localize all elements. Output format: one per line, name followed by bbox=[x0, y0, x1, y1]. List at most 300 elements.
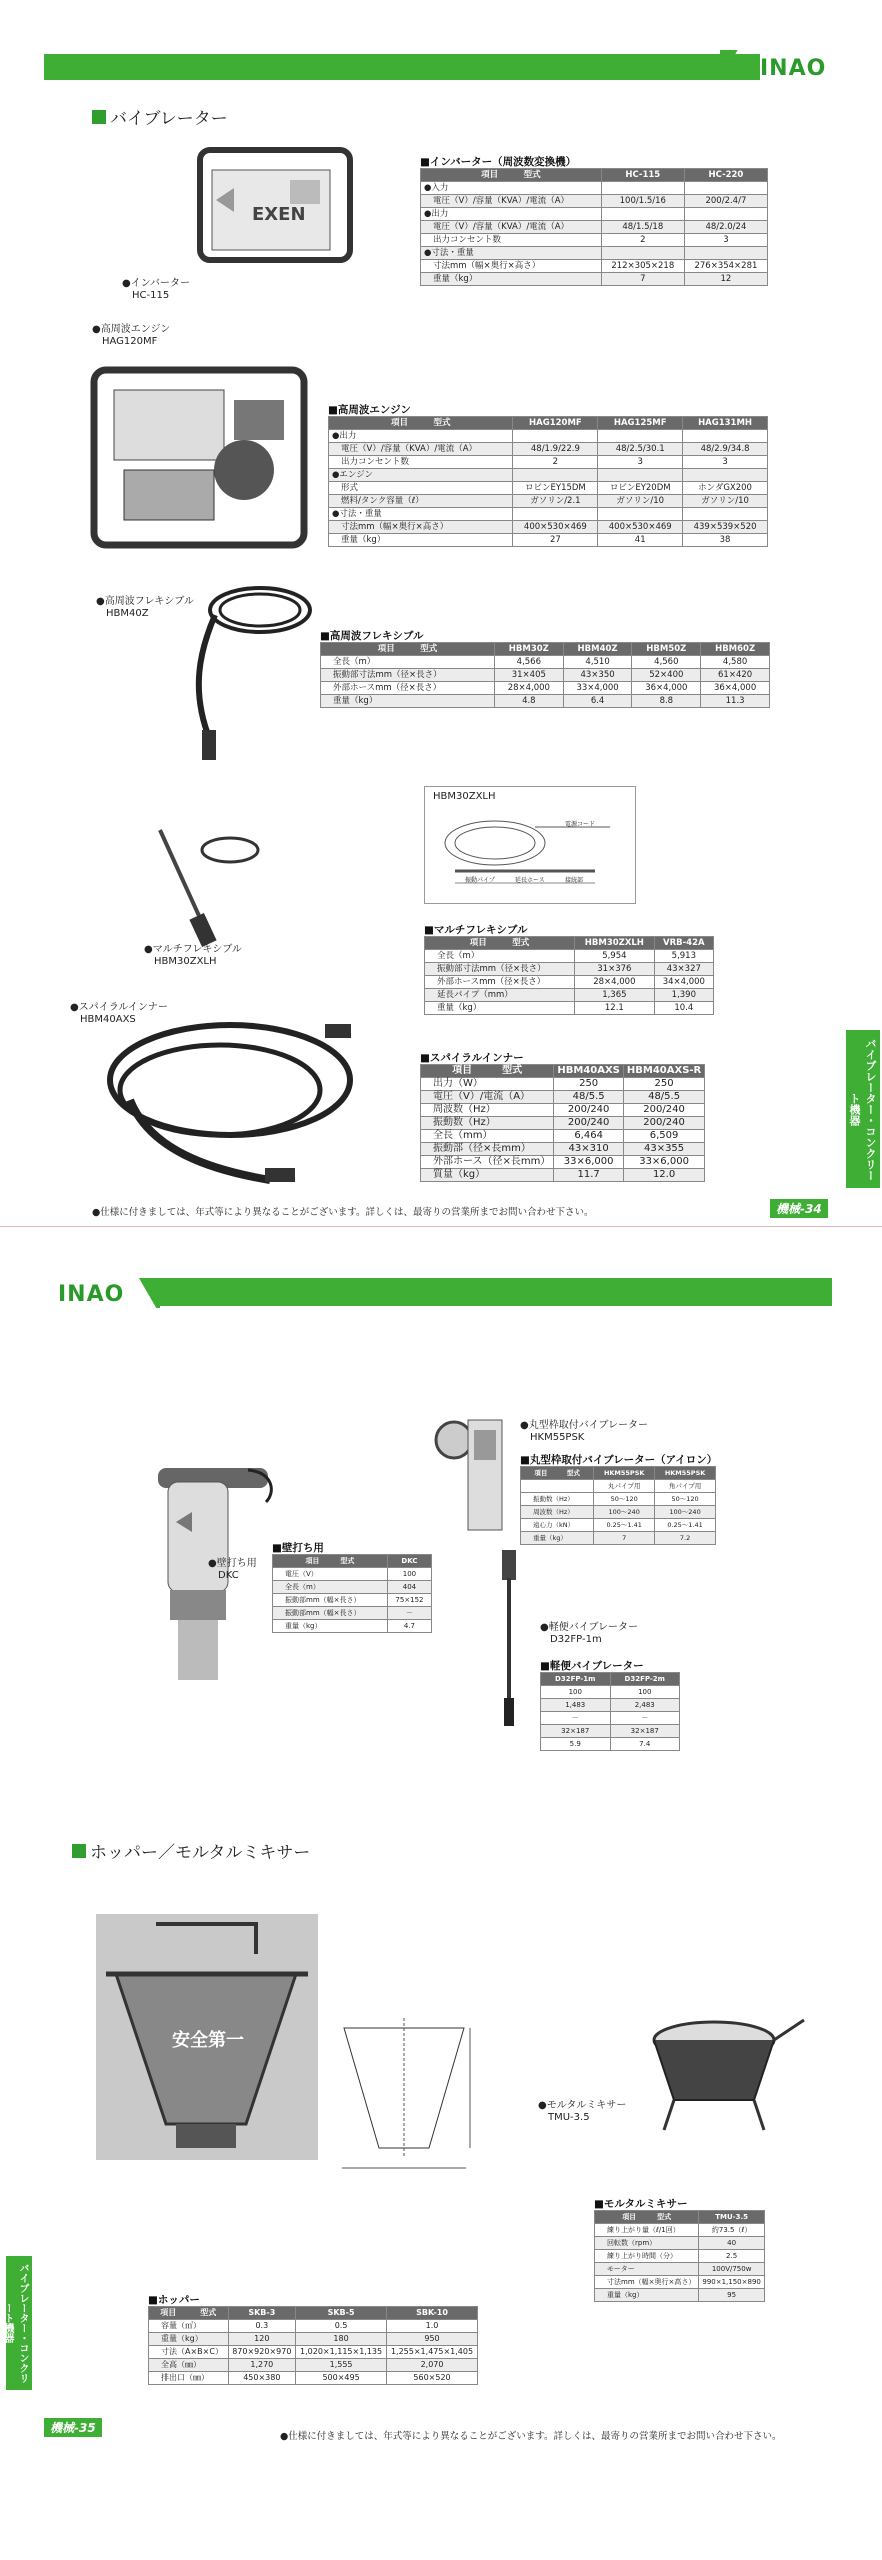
table-row bbox=[149, 2320, 478, 2333]
table-cell: 2.5 bbox=[699, 2250, 765, 2263]
hopper-photo bbox=[96, 1914, 318, 2160]
table-cell: 電圧（V）/電流（A） bbox=[421, 1091, 554, 1104]
table-cell: 400×530×469 bbox=[598, 521, 683, 534]
table-header-cell: SKB-5 bbox=[296, 2307, 387, 2320]
table-cell: 出力（W） bbox=[421, 1078, 554, 1091]
inverter-table bbox=[420, 168, 768, 286]
table-row bbox=[421, 1169, 705, 1182]
light-table bbox=[540, 1672, 680, 1751]
table-cell: モーター bbox=[595, 2263, 699, 2276]
table-cell: 36×4,000 bbox=[632, 682, 701, 695]
table-row bbox=[421, 234, 768, 247]
table-header-cell: 項目 型式 bbox=[521, 1467, 594, 1480]
flexible-caption-model: HBM40Z bbox=[106, 608, 149, 619]
header-bar bbox=[44, 54, 760, 80]
table-cell bbox=[683, 469, 768, 482]
table-cell: ロビンEY15DM bbox=[513, 482, 598, 495]
table-cell: 振動数（Hz） bbox=[521, 1493, 594, 1506]
table-row bbox=[273, 1620, 432, 1633]
table-cell: 1,483 bbox=[541, 1699, 611, 1712]
table-header-cell: HBM30Z bbox=[494, 643, 563, 656]
table-cell: 404 bbox=[387, 1581, 431, 1594]
table-header-cell: HAG125MF bbox=[598, 417, 683, 430]
table-cell: － bbox=[610, 1712, 680, 1725]
flexible-table bbox=[320, 642, 770, 708]
table-row bbox=[273, 1581, 432, 1594]
table-cell: 12.1 bbox=[575, 1002, 655, 1015]
table-row bbox=[321, 669, 770, 682]
table-cell: － bbox=[541, 1712, 611, 1725]
table-cell: ●寸法・重量 bbox=[421, 247, 602, 260]
table-row bbox=[421, 247, 768, 260]
table-header-row bbox=[421, 169, 768, 182]
flexible-caption-title: ●高周波フレキシブル bbox=[96, 596, 194, 607]
table-cell: 6,464 bbox=[554, 1130, 624, 1143]
table-cell: 燃料/タンク容量（ℓ） bbox=[329, 495, 513, 508]
table-row bbox=[149, 2333, 478, 2346]
hopper-table bbox=[148, 2306, 478, 2385]
table-row bbox=[421, 1117, 705, 1130]
multi-table-title: ■マルチフレキシブル bbox=[424, 924, 528, 936]
multi-table bbox=[424, 936, 714, 1015]
diagram-label: 電源コード bbox=[565, 821, 596, 828]
table-cell: 95 bbox=[699, 2289, 765, 2302]
hopper-table-title: ■ホッパー bbox=[148, 2294, 200, 2306]
table-row bbox=[421, 260, 768, 273]
spiral-caption-model: HBM40AXS bbox=[80, 1014, 136, 1025]
flexible-caption bbox=[96, 596, 194, 620]
spiral-photo bbox=[70, 1000, 370, 1200]
table-cell: 43×327 bbox=[654, 963, 713, 976]
table-cell: 7.2 bbox=[655, 1532, 716, 1545]
table-cell: 8.8 bbox=[632, 695, 701, 708]
table-cell: 6.4 bbox=[563, 695, 632, 708]
table-cell: 48/2.5/30.1 bbox=[598, 443, 683, 456]
table-cell: 振動部寸法mm（径×長さ） bbox=[321, 669, 495, 682]
table-header-cell: 項目 型式 bbox=[421, 1065, 554, 1078]
table-cell: 重量（kg） bbox=[521, 1532, 594, 1545]
table-row bbox=[421, 195, 768, 208]
table-cell bbox=[683, 430, 768, 443]
table-cell: 延長パイプ（mm） bbox=[425, 989, 575, 1002]
mixer-table bbox=[594, 2210, 765, 2302]
hopper-diagram bbox=[334, 2008, 474, 2178]
diagram-drawing bbox=[425, 787, 635, 903]
svg-text:EXEN: EXEN bbox=[252, 204, 306, 225]
table-cell: 120 bbox=[228, 2333, 296, 2346]
table-row bbox=[329, 534, 768, 547]
table-cell: 950 bbox=[387, 2333, 478, 2346]
table-cell: 200/240 bbox=[623, 1117, 704, 1130]
table-row bbox=[149, 2372, 478, 2385]
table-cell: 周波数（Hz） bbox=[421, 1104, 554, 1117]
table-row bbox=[329, 521, 768, 534]
table-cell: 27 bbox=[513, 534, 598, 547]
table-header-row bbox=[421, 1065, 705, 1078]
table-cell: 33×6,000 bbox=[623, 1156, 704, 1169]
table-header-cell: SBK-10 bbox=[387, 2307, 478, 2320]
table-cell: 4,580 bbox=[701, 656, 770, 669]
table-cell: 2 bbox=[513, 456, 598, 469]
multi-caption bbox=[144, 944, 242, 968]
table-header-row bbox=[541, 1673, 680, 1686]
multi-caption-title: ●マルチフレキシブル bbox=[144, 944, 242, 955]
footnote-page34: ●仕様に付きましては、年式等により異なることがございます。詳しくは、最寄りの営業所までお問い合わせ下さい。 bbox=[92, 1207, 594, 1218]
table-header-cell: HBM40AXS-R bbox=[623, 1065, 704, 1078]
table-row bbox=[273, 1568, 432, 1581]
table-row bbox=[421, 1104, 705, 1117]
table-cell: 276×354×281 bbox=[684, 260, 767, 273]
table-cell bbox=[513, 430, 598, 443]
table-cell: 振動部mm（幅×長さ） bbox=[273, 1594, 388, 1607]
table-cell: 1,255×1,475×1,405 bbox=[387, 2346, 478, 2359]
table-cell: 11.3 bbox=[701, 695, 770, 708]
table-cell: 48/5.5 bbox=[623, 1091, 704, 1104]
table-header-cell: 項目 型式 bbox=[273, 1555, 388, 1568]
table-cell: 回転数（rpm） bbox=[595, 2237, 699, 2250]
table-cell: 5,913 bbox=[654, 950, 713, 963]
table-cell: 練り上がり時間（分） bbox=[595, 2250, 699, 2263]
table-cell bbox=[598, 469, 683, 482]
footnote-page35: ●仕様に付きましては、年式等により異なることがございます。詳しくは、最寄りの営業所までお問い合わせ下さい。 bbox=[280, 2431, 782, 2442]
table-cell: 33×6,000 bbox=[554, 1156, 624, 1169]
table-cell: 0.25～1.41 bbox=[655, 1519, 716, 1532]
engine-photo bbox=[84, 350, 320, 560]
section-square-icon bbox=[72, 1844, 86, 1858]
table-cell: 1,365 bbox=[575, 989, 655, 1002]
iron-table bbox=[520, 1466, 716, 1545]
inverter-caption-model: HC-115 bbox=[132, 290, 170, 301]
table-cell: 1,555 bbox=[296, 2359, 387, 2372]
light-caption-title: ●軽便バイブレーター bbox=[540, 1622, 639, 1633]
table-cell: 容量（㎥） bbox=[149, 2320, 229, 2333]
section-square-icon bbox=[92, 110, 106, 124]
table-cell: 0.5 bbox=[296, 2320, 387, 2333]
table-cell: ロビンEY20DM bbox=[598, 482, 683, 495]
table-header-cell: HBM60Z bbox=[701, 643, 770, 656]
table-cell bbox=[521, 1480, 594, 1493]
table-cell: 32×187 bbox=[610, 1725, 680, 1738]
table-cell: 1,020×1,115×1,135 bbox=[296, 2346, 387, 2359]
table-cell: 100/1.5/16 bbox=[601, 195, 684, 208]
iron-caption-model: HKM55PSK bbox=[530, 1432, 585, 1443]
table-cell: 400×530×469 bbox=[513, 521, 598, 534]
table-row bbox=[421, 1091, 705, 1104]
mixer-caption-title: ●モルタルミキサー bbox=[538, 2100, 627, 2111]
table-cell: 200/240 bbox=[623, 1104, 704, 1117]
table-cell: 5.9 bbox=[541, 1738, 611, 1751]
table-row bbox=[425, 989, 714, 1002]
table-row bbox=[149, 2359, 478, 2372]
iron-caption-title: ●丸型枠取付バイブレーター bbox=[520, 1420, 649, 1431]
table-cell: 3 bbox=[684, 234, 767, 247]
table-cell: 4,510 bbox=[563, 656, 632, 669]
table-cell: 48/1.9/22.9 bbox=[513, 443, 598, 456]
table-header-cell: 項目 型式 bbox=[329, 417, 513, 430]
inverter-table-title: ■インバーター（周波数変換機） bbox=[420, 156, 577, 168]
multi-flexible-photo bbox=[140, 820, 270, 950]
section-title-text: バイブレーター bbox=[110, 109, 228, 129]
table-cell: ガソリン/10 bbox=[683, 495, 768, 508]
mixer-caption-model: TMU-3.5 bbox=[548, 2112, 590, 2123]
table-cell: 7 bbox=[594, 1532, 655, 1545]
section-title-hopper bbox=[72, 1838, 310, 1863]
table-cell: 寸法（A×B×C） bbox=[149, 2346, 229, 2359]
spiral-table bbox=[420, 1064, 705, 1182]
table-cell: 2 bbox=[601, 234, 684, 247]
table-cell: 48/2.0/24 bbox=[684, 221, 767, 234]
table-row bbox=[595, 2276, 765, 2289]
table-row bbox=[595, 2237, 765, 2250]
table-row bbox=[321, 682, 770, 695]
table-header-cell: HKM55PSK bbox=[655, 1467, 716, 1480]
engine-caption-title: ●高周波エンジン bbox=[92, 324, 171, 335]
table-cell: 排出口（㎜） bbox=[149, 2372, 229, 2385]
table-cell: 200/2.4/7 bbox=[684, 195, 767, 208]
mortar-mixer-photo bbox=[634, 2000, 814, 2140]
table-cell: 形式 bbox=[329, 482, 513, 495]
table-cell: 電圧（V）/容量（KVA）/電流（A） bbox=[329, 443, 513, 456]
table-header-row bbox=[329, 417, 768, 430]
table-header-cell: HAG120MF bbox=[513, 417, 598, 430]
light-caption-model: D32FP-1m bbox=[550, 1634, 602, 1645]
table-row bbox=[421, 273, 768, 286]
table-cell bbox=[513, 508, 598, 521]
table-cell: 重量（kg） bbox=[321, 695, 495, 708]
table-cell: 重量（kg） bbox=[329, 534, 513, 547]
table-cell: 3 bbox=[683, 456, 768, 469]
side-tab-page35: バイブレーター・コンクリート機器 bbox=[6, 2256, 32, 2390]
mixer-caption bbox=[538, 2100, 626, 2124]
table-row bbox=[421, 1156, 705, 1169]
table-cell: 439×539×520 bbox=[683, 521, 768, 534]
table-cell: 1.0 bbox=[387, 2320, 478, 2333]
table-row bbox=[273, 1607, 432, 1620]
inverter-caption bbox=[122, 278, 190, 302]
table-cell: ガソリン/10 bbox=[598, 495, 683, 508]
table-cell bbox=[598, 430, 683, 443]
dkc-caption-model: DKC bbox=[218, 1570, 239, 1581]
mixer-table-title: ■モルタルミキサー bbox=[594, 2198, 688, 2210]
table-cell: 全長（m） bbox=[273, 1581, 388, 1594]
table-cell: 43×355 bbox=[623, 1143, 704, 1156]
light-caption bbox=[540, 1622, 638, 1646]
table-cell: 1,390 bbox=[654, 989, 713, 1002]
table-cell: 2,070 bbox=[387, 2359, 478, 2372]
table-row bbox=[149, 2346, 478, 2359]
table-row bbox=[541, 1725, 680, 1738]
flexible-table-title: ■高周波フレキシブル bbox=[320, 630, 424, 642]
table-cell: 28×4,000 bbox=[575, 976, 655, 989]
engine-table-title: ■高周波エンジン bbox=[328, 404, 411, 416]
table-cell: 電圧（V）/容量（KVA）/電流（A） bbox=[421, 195, 602, 208]
table-cell: 38 bbox=[683, 534, 768, 547]
table-header-cell: HBM40AXS bbox=[554, 1065, 624, 1078]
table-cell: 寸法mm（幅×奥行×高さ） bbox=[421, 260, 602, 273]
table-cell: 振動部寸法mm（径×長さ） bbox=[425, 963, 575, 976]
table-cell: 4,566 bbox=[494, 656, 563, 669]
table-row bbox=[425, 963, 714, 976]
table-cell: 10.4 bbox=[654, 1002, 713, 1015]
table-cell: 48/1.5/18 bbox=[601, 221, 684, 234]
table-cell: ●出力 bbox=[329, 430, 513, 443]
dkc-table bbox=[272, 1554, 432, 1633]
table-cell: 41 bbox=[598, 534, 683, 547]
table-cell: 1,270 bbox=[228, 2359, 296, 2372]
table-cell: 重量（kg） bbox=[595, 2289, 699, 2302]
table-cell: 11.7 bbox=[554, 1169, 624, 1182]
table-row bbox=[421, 1078, 705, 1091]
table-row bbox=[329, 482, 768, 495]
table-cell: 43×310 bbox=[554, 1143, 624, 1156]
table-cell: 出力コンセント数 bbox=[421, 234, 602, 247]
table-cell: 2,483 bbox=[610, 1699, 680, 1712]
table-header-row bbox=[273, 1555, 432, 1568]
table-cell: ●出力 bbox=[421, 208, 602, 221]
table-cell: 100 bbox=[541, 1686, 611, 1699]
table-header-cell: 項目 型式 bbox=[149, 2307, 229, 2320]
table-row bbox=[521, 1519, 716, 1532]
table-cell: 4.8 bbox=[494, 695, 563, 708]
table-header-cell: 項目 型式 bbox=[421, 169, 602, 182]
page-number-34: 機械-34 bbox=[770, 1199, 828, 1218]
hbm30zxlh-diagram bbox=[424, 786, 636, 904]
table-cell: 32×187 bbox=[541, 1725, 611, 1738]
inao-logo: INAO bbox=[760, 56, 827, 81]
table-row bbox=[595, 2250, 765, 2263]
table-header-cell: TMU-3.5 bbox=[699, 2211, 765, 2224]
table-row bbox=[321, 695, 770, 708]
table-cell: 250 bbox=[554, 1078, 624, 1091]
iron-table-title: ■丸型枠取付バイブレーター（アイロン） bbox=[520, 1454, 718, 1466]
table-cell: 0.3 bbox=[228, 2320, 296, 2333]
table-cell: 52×400 bbox=[632, 669, 701, 682]
table-row bbox=[421, 1130, 705, 1143]
table-cell: 200/240 bbox=[554, 1117, 624, 1130]
table-row bbox=[521, 1506, 716, 1519]
light-vibrator-photo bbox=[494, 1548, 524, 1728]
table-cell: 5,954 bbox=[575, 950, 655, 963]
multi-caption-model: HBM30ZXLH bbox=[154, 956, 217, 967]
engine-caption-model: HAG120MF bbox=[102, 336, 158, 347]
table-header-cell: D32FP-2m bbox=[610, 1673, 680, 1686]
table-cell: 振動部mm（幅×長さ） bbox=[273, 1607, 388, 1620]
table-row bbox=[329, 456, 768, 469]
table-cell: 61×420 bbox=[701, 669, 770, 682]
side-tab-page34: バイブレーター・コンクリート機器 bbox=[846, 1030, 880, 1188]
table-cell: 560×520 bbox=[387, 2372, 478, 2385]
dkc-table-title: ■壁打ち用 bbox=[272, 1542, 324, 1554]
spiral-caption-title: ●スパイラルインナー bbox=[70, 1002, 168, 1013]
table-cell: 36×4,000 bbox=[701, 682, 770, 695]
table-cell: ●寸法・重量 bbox=[329, 508, 513, 521]
table-cell: 212×305×218 bbox=[601, 260, 684, 273]
table-cell: 180 bbox=[296, 2333, 387, 2346]
table-cell: 重量（kg） bbox=[273, 1620, 388, 1633]
table-cell: 寸法mm（幅×奥行×高さ） bbox=[329, 521, 513, 534]
table-row bbox=[595, 2224, 765, 2237]
table-header-cell: D32FP-1m bbox=[541, 1673, 611, 1686]
table-cell: 450×380 bbox=[228, 2372, 296, 2385]
table-cell: 200/240 bbox=[554, 1104, 624, 1117]
table-cell: 6,509 bbox=[623, 1130, 704, 1143]
diagram-label: 延長ホース bbox=[515, 877, 545, 884]
iron-caption bbox=[520, 1420, 648, 1444]
table-cell: 48/2.9/34.8 bbox=[683, 443, 768, 456]
table-row bbox=[541, 1699, 680, 1712]
table-row bbox=[541, 1712, 680, 1725]
table-header-row bbox=[521, 1467, 716, 1480]
table-row bbox=[329, 495, 768, 508]
table-cell: 3 bbox=[598, 456, 683, 469]
inverter-photo bbox=[172, 140, 372, 280]
table-cell: 100 bbox=[387, 1568, 431, 1581]
table-header-row bbox=[595, 2211, 765, 2224]
table-cell: 遠心力（kN） bbox=[521, 1519, 594, 1532]
table-cell: 質量（kg） bbox=[421, 1169, 554, 1182]
table-cell bbox=[598, 508, 683, 521]
table-cell: 990×1,150×890 bbox=[699, 2276, 765, 2289]
table-cell: 28×4,000 bbox=[494, 682, 563, 695]
table-cell: ●入力 bbox=[421, 182, 602, 195]
table-cell bbox=[684, 182, 767, 195]
header-bar-slant-2 bbox=[130, 1278, 160, 1308]
table-header-cell: HC-115 bbox=[601, 169, 684, 182]
table-row bbox=[421, 221, 768, 234]
table-header-cell: HBM50Z bbox=[632, 643, 701, 656]
table-cell bbox=[683, 508, 768, 521]
table-cell: 31×405 bbox=[494, 669, 563, 682]
table-cell: 12.0 bbox=[623, 1169, 704, 1182]
table-cell bbox=[684, 208, 767, 221]
table-cell: 約73.5（ℓ） bbox=[699, 2224, 765, 2237]
table-cell: ホンダGX200 bbox=[683, 482, 768, 495]
table-cell: 振動数（Hz） bbox=[421, 1117, 554, 1130]
table-row bbox=[329, 508, 768, 521]
table-header-cell: 項目 型式 bbox=[321, 643, 495, 656]
inao-logo-2: INAO bbox=[58, 1282, 125, 1307]
table-cell: 50～120 bbox=[655, 1493, 716, 1506]
table-cell: 75×152 bbox=[387, 1594, 431, 1607]
table-cell: 31×376 bbox=[575, 963, 655, 976]
table-row bbox=[595, 2289, 765, 2302]
table-cell: 500×495 bbox=[296, 2372, 387, 2385]
table-header-cell: SKB-3 bbox=[228, 2307, 296, 2320]
table-header-cell: 項目 型式 bbox=[595, 2211, 699, 2224]
dkc-caption-title: ●壁打ち用 bbox=[208, 1558, 257, 1569]
table-cell: ●エンジン bbox=[329, 469, 513, 482]
table-cell: 12 bbox=[684, 273, 767, 286]
table-cell: 重量（kg） bbox=[425, 1002, 575, 1015]
table-row bbox=[421, 208, 768, 221]
table-subheader-row bbox=[521, 1480, 716, 1493]
table-row bbox=[425, 1002, 714, 1015]
table-cell: 重量（kg） bbox=[421, 273, 602, 286]
table-header-cell: HC-220 bbox=[684, 169, 767, 182]
diagram-label: 接続部 bbox=[565, 877, 584, 884]
table-row bbox=[541, 1686, 680, 1699]
table-row bbox=[329, 469, 768, 482]
table-cell: 50～120 bbox=[594, 1493, 655, 1506]
table-cell: 周波数（Hz） bbox=[521, 1506, 594, 1519]
table-cell: 練り上がり量（ℓ/1回） bbox=[595, 2224, 699, 2237]
iron-photo bbox=[424, 1400, 514, 1540]
diagram-title: HBM30ZXLH bbox=[433, 791, 496, 802]
table-cell: 全長（m） bbox=[321, 656, 495, 669]
table-row bbox=[329, 443, 768, 456]
dkc-caption bbox=[208, 1558, 257, 1582]
section-title-vibrator bbox=[92, 104, 228, 129]
